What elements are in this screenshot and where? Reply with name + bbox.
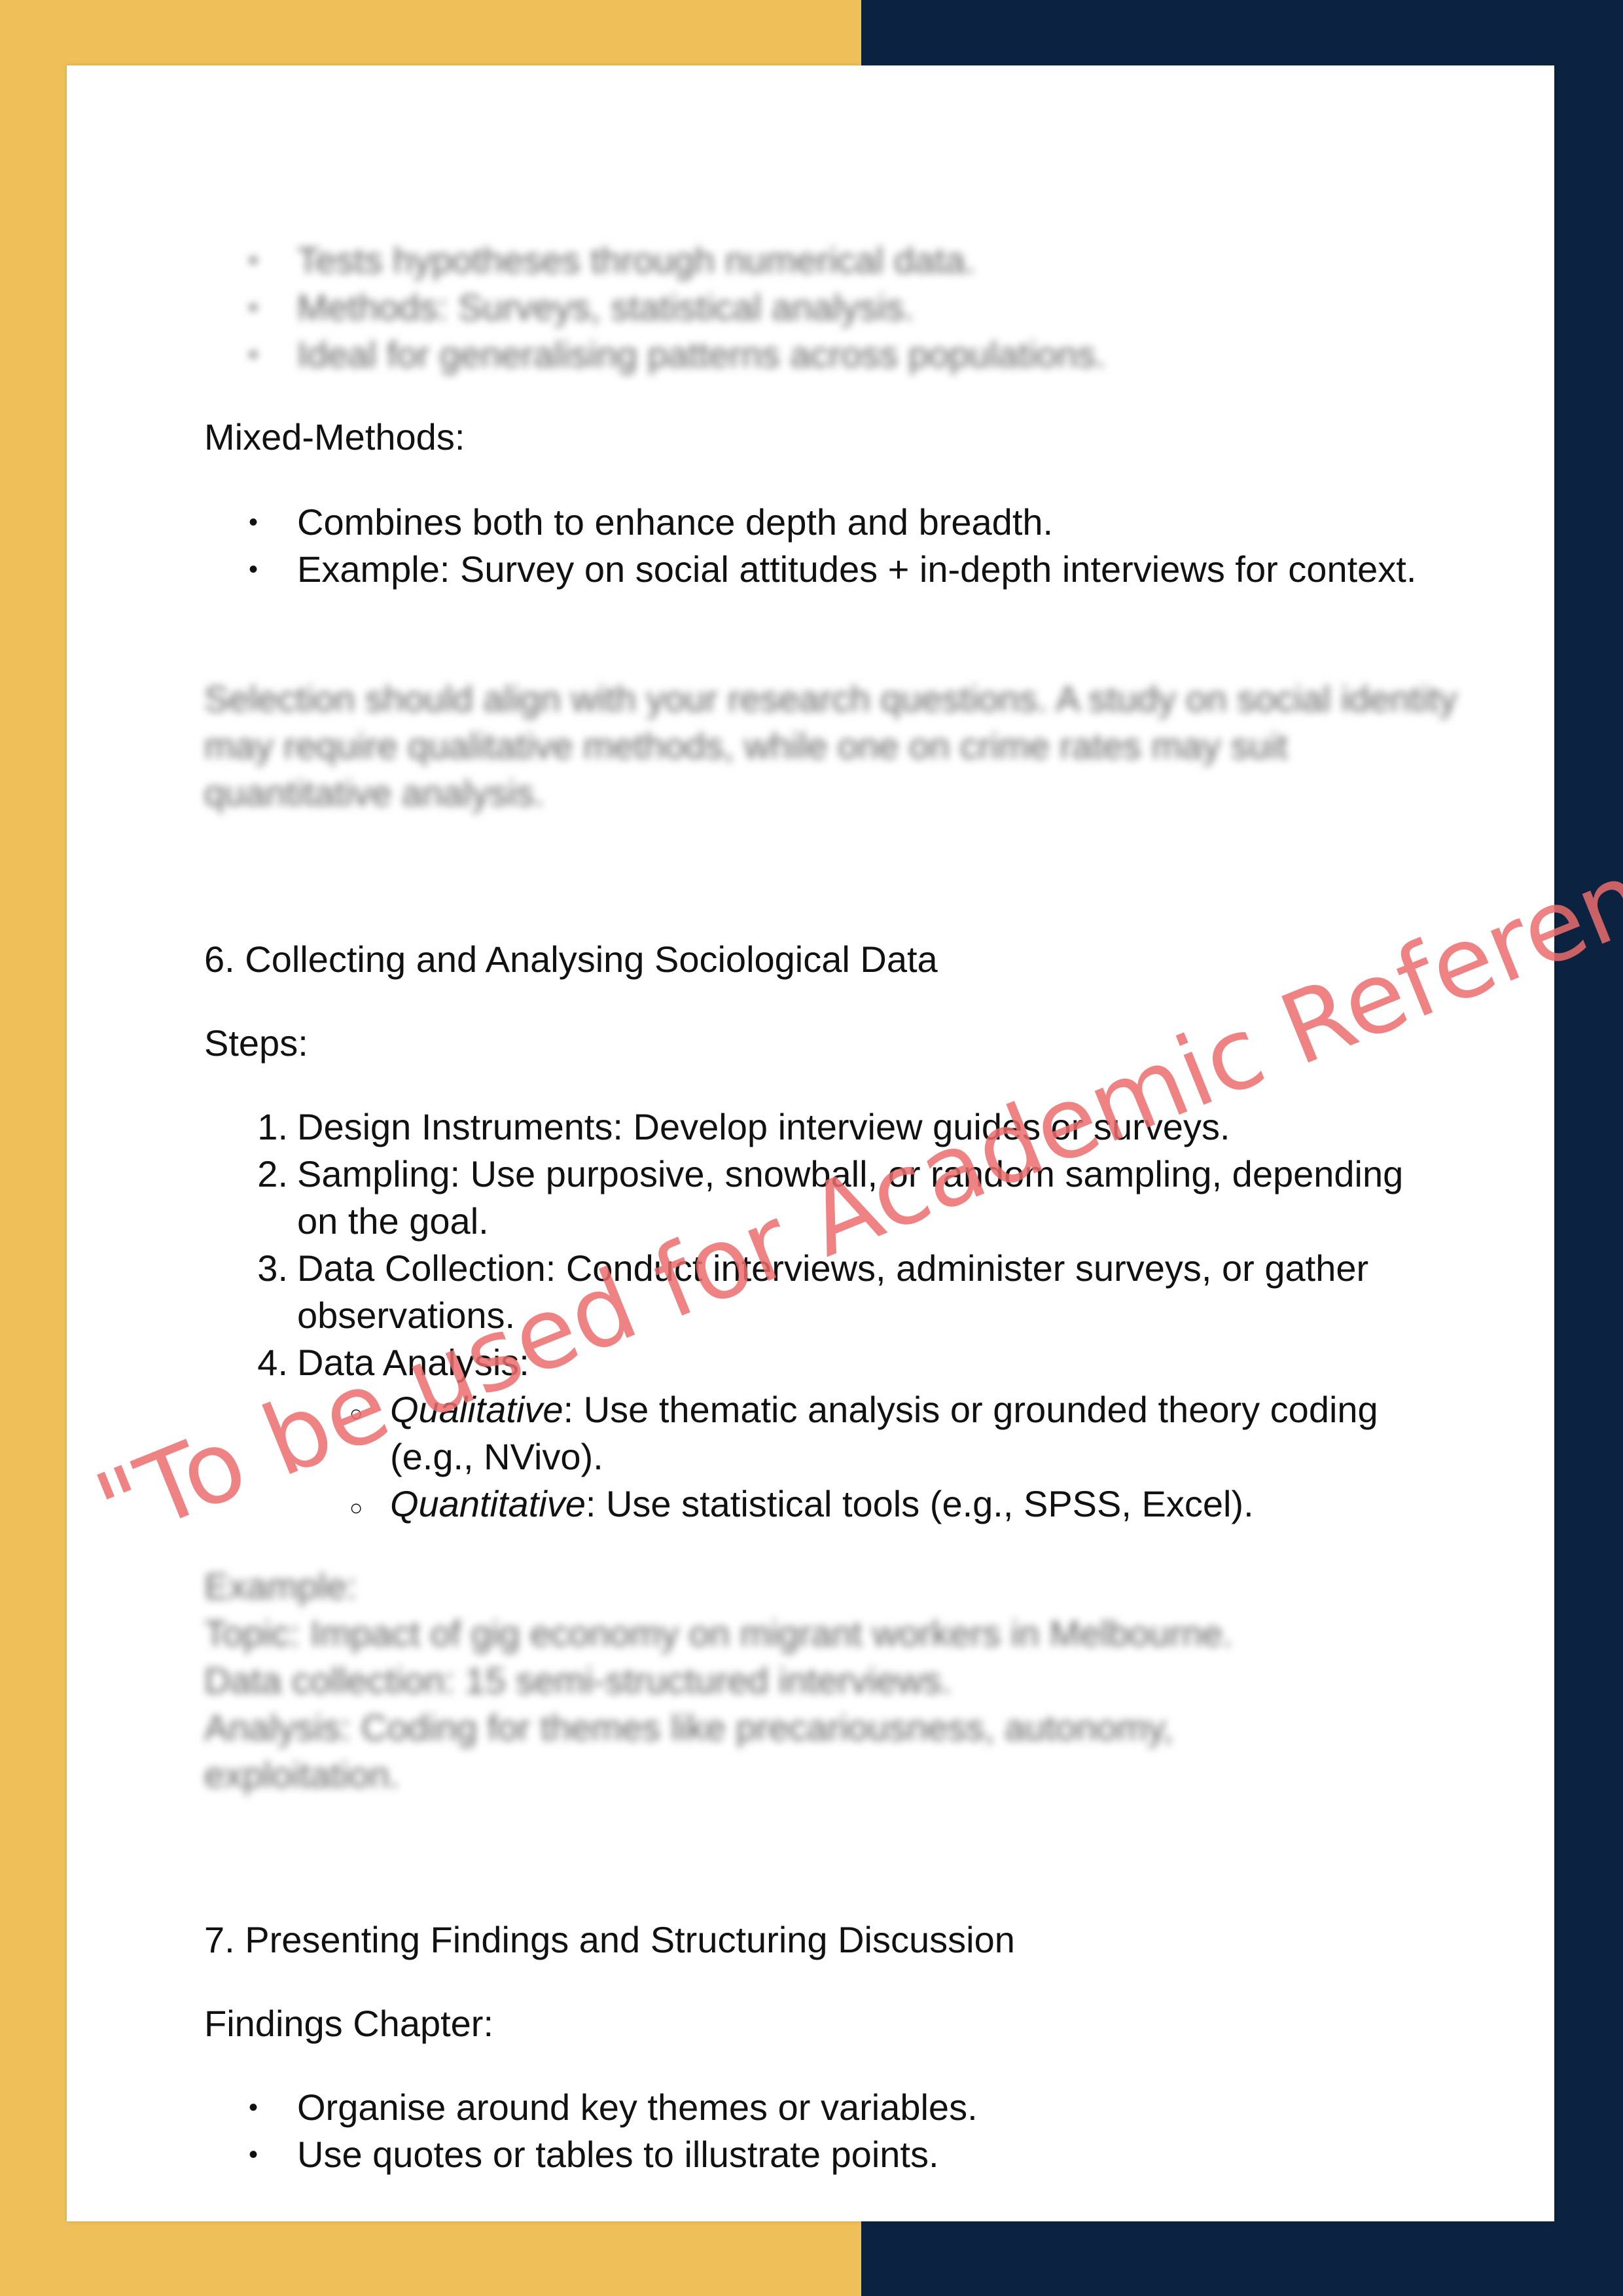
list-item: 4. Data Analysis: ○ Qualitative: Use thematic analysis or grounded theory coding (e.g., NVivo). ○ Quantitative: Use statistical tools (e.g., SPSS, Excel). (204, 1339, 1415, 1528)
watermark-text: "To be used for Academic Reference (81, 797, 1623, 1567)
example-topic: Topic: Impact of gig economy on migrant workers in Melbourne. (204, 1613, 1233, 1654)
example-label: Example: (204, 1566, 357, 1607)
mixed-methods-heading: Mixed-Methods: (204, 416, 465, 457)
circle-bullet-icon: ○ (349, 1496, 363, 1520)
list-item: 2. Sampling: Use purposive, snowball, or random sampling, depending on the goal. (257, 1153, 1404, 1242)
example-collection: Data collection: 15 semi-structured interviews. (204, 1660, 952, 1701)
list-item: • Ideal for generalising patterns across populations. (249, 334, 1106, 375)
list-item: • Methods: Surveys, statistical analysis. (249, 287, 915, 328)
section-7-title: 7. Presenting Findings and Structuring Discussion (204, 1919, 1015, 1960)
list-item: • Combines both to enhance depth and breadth. (249, 501, 1054, 543)
top-bullet-list (204, 237, 1487, 378)
list-item: • Use quotes or tables to illustrate points. (249, 2134, 939, 2175)
circle-bullet-icon: ○ (349, 1401, 363, 1426)
example-block (204, 1563, 1487, 1799)
findings-label: Findings Chapter: (204, 2003, 494, 2044)
list-item: • Tests hypotheses through numerical data. (249, 240, 976, 281)
list-item: ○ Quantitative: Use statistical tools (e.g., SPSS, Excel). (297, 1480, 1415, 1528)
example-analysis: Analysis: Coding for themes like precariousness, autonomy, exploitation. (204, 1707, 1173, 1795)
list-item: 3. Data Collection: Conduct interviews, administer surveys, or gather observations. (257, 1247, 1369, 1336)
section-6-title: 6. Collecting and Analysing Sociological Data (204, 939, 938, 980)
mixed-methods-list (204, 499, 1487, 593)
list-item: ○ Qualitative: Use thematic analysis or grounded theory coding (e.g., NVivo). (349, 1389, 1378, 1477)
list-item: • Organise around key themes or variables. (249, 2087, 978, 2128)
selection-paragraph: Selection should align with your research questions. A study on social identity may require qualitative methods, while one on crime rates may suit quantitative analysis. (204, 678, 1457, 814)
list-item: 1. Design Instruments: Develop interview guides or surveys. (257, 1106, 1230, 1147)
steps-label: Steps: (204, 1022, 308, 1064)
findings-list (204, 2084, 1487, 2178)
list-item: • Example: Survey on social attitudes + in-depth interviews for context. (249, 548, 1417, 590)
